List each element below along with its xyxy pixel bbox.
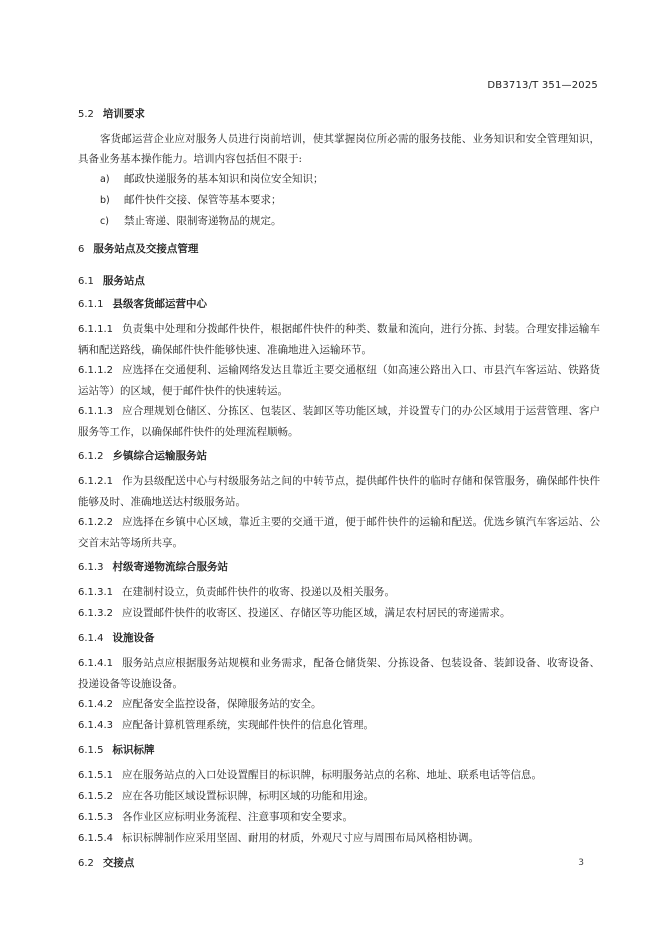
heading-6-1 [78, 273, 600, 290]
clause-6-1-4-2 [78, 694, 600, 715]
list-item-a [78, 169, 600, 190]
heading-title: 服务站点及交接点管理 [93, 243, 199, 255]
clause-6-1-3-2 [78, 603, 600, 624]
clause-text: 负责集中处理和分拨邮件快件，根据邮件快件的种类、数量和流向，进行分拣、封装。合理安排运输车辆和配送路线，确保邮件快件能够快速、准确地进入运输环节。 [78, 323, 600, 356]
clause-6-1-2-2 [78, 512, 600, 553]
heading-6-1-3 [78, 559, 600, 576]
heading-number: 6.2 [78, 858, 94, 869]
clause-6-1-3-1 [78, 582, 600, 603]
paragraph-5-2-intro: 客货邮运营企业应对服务人员进行岗前培训，使其掌握岗位所必需的服务技能、业务知识和安全管理知识，具备业务基本操作能力。培训内容包括但不限于: [78, 133, 600, 165]
heading-6-2 [78, 855, 600, 872]
clause-text: 应配备安全监控设备，保障服务站的安全。 [122, 698, 322, 710]
clause-number: 6.1.4.2 [78, 699, 113, 710]
list-text: 禁止寄递、限制寄递物品的规定。 [124, 215, 282, 227]
clause-text: 作为县级配送中心与村级服务站之间的中转节点，提供邮件快件的临时存储和保管服务，确保邮件快件能够及时、准确地送达村级服务站。 [78, 475, 600, 508]
list-marker: b) [100, 195, 110, 206]
heading-number: 5.2 [78, 109, 94, 120]
clause-text: 应在各功能区域设置标识牌，标明区域的功能和用途。 [122, 790, 374, 802]
heading-5-2 [78, 106, 600, 123]
clause-number: 6.1.5.2 [78, 791, 113, 802]
clause-text: 应配备计算机管理系统，实现邮件快件的信息化管理。 [122, 719, 374, 731]
clause-text: 在建制村设立，负责邮件快件的收寄、投递以及相关服务。 [122, 586, 395, 598]
document-number: DB3713/T 351—2025 [487, 80, 598, 91]
clause-number: 6.1.1.3 [78, 406, 113, 417]
clause-6-1-1-3 [78, 401, 600, 442]
clause-number: 6.1.4.1 [78, 658, 113, 669]
heading-number: 6 [78, 244, 85, 255]
heading-title: 服务站点 [102, 275, 145, 287]
heading-title: 培训要求 [102, 108, 145, 120]
clause-6-1-5-4 [78, 828, 600, 849]
clause-6-1-1-2 [78, 360, 600, 401]
heading-number: 6.1.3 [78, 562, 104, 573]
heading-6-1-2 [78, 448, 600, 465]
heading-6-1-1 [78, 296, 600, 313]
heading-title: 设施设备 [112, 632, 155, 644]
list-item-c [78, 211, 600, 232]
clause-number: 6.1.5.3 [78, 812, 113, 823]
clause-6-1-5-1 [78, 765, 600, 786]
page-content [78, 106, 600, 872]
clause-text: 应合理规划仓储区、分拣区、包装区、装卸区等功能区域，并设置专门的办公区域用于运营管理、客户服务等工作，以确保邮件快件的处理流程顺畅。 [78, 405, 600, 438]
clause-6-1-4-1 [78, 653, 600, 694]
heading-6-1-4 [78, 630, 600, 647]
clause-6-1-2-1 [78, 471, 600, 512]
list-text: 邮政快递服务的基本知识和岗位安全知识； [124, 173, 324, 185]
clause-text: 应在服务站点的入口处设置醒目的标识牌，标明服务站点的名称、地址、联系电话等信息。 [122, 769, 542, 781]
clause-number: 6.1.3.2 [78, 608, 113, 619]
heading-number: 6.1.5 [78, 745, 104, 756]
clause-number: 6.1.5.4 [78, 833, 113, 844]
clause-text: 应设置邮件快件的收寄区、投递区、存储区等功能区域，满足农村居民的寄递需求。 [122, 607, 511, 619]
clause-6-1-5-2 [78, 786, 600, 807]
heading-title: 县级客货邮运营中心 [112, 298, 207, 310]
clause-number: 6.1.1.2 [78, 365, 113, 376]
heading-6-1-5 [78, 742, 600, 759]
heading-title: 村级寄递物流综合服务站 [112, 561, 228, 573]
heading-title: 乡镇综合运输服务站 [112, 450, 207, 462]
heading-6 [78, 241, 600, 258]
clause-6-1-5-3 [78, 807, 600, 828]
list-item-b [78, 190, 600, 211]
page-number: 3 [578, 858, 584, 868]
clause-number: 6.1.1.1 [78, 324, 113, 335]
clause-number: 6.1.3.1 [78, 587, 113, 598]
clause-number: 6.1.4.3 [78, 720, 113, 731]
clause-text: 应选择在乡镇中心区域，靠近主要的交通干道，便于邮件快件的运输和配送。优选乡镇汽车客运站、公交首末站等场所共享。 [78, 516, 600, 549]
clause-number: 6.1.2.1 [78, 476, 113, 487]
heading-number: 6.1 [78, 276, 94, 287]
clause-text: 服务站点应根据服务站规模和业务需求，配备仓储货架、分拣设备、包装设备、装卸设备、收寄设备、投递设备等设施设备。 [78, 657, 600, 690]
heading-title: 交接点 [102, 857, 135, 869]
clause-6-1-1-1 [78, 319, 600, 360]
heading-number: 6.1.1 [78, 299, 104, 310]
clause-number: 6.1.2.2 [78, 517, 113, 528]
clause-text: 应选择在交通便利、运输网络发达且靠近主要交通枢纽（如高速公路出入口、市县汽车客运站、铁路货运站等）的区域，便于邮件快件的快速转运。 [78, 364, 600, 397]
clause-6-1-4-3 [78, 715, 600, 736]
list-text: 邮件快件交接、保管等基本要求； [124, 194, 282, 206]
heading-number: 6.1.2 [78, 451, 104, 462]
list-marker: c) [100, 216, 109, 227]
heading-title: 标识标牌 [112, 744, 155, 756]
clause-number: 6.1.5.1 [78, 770, 113, 781]
clause-text: 各作业区应标明业务流程、注意事项和安全要求。 [122, 811, 353, 823]
clause-text: 标识标牌制作应采用坚固、耐用的材质，外观尺寸应与周围布局风格相协调。 [122, 832, 479, 844]
list-marker: a) [100, 174, 110, 185]
heading-number: 6.1.4 [78, 633, 104, 644]
